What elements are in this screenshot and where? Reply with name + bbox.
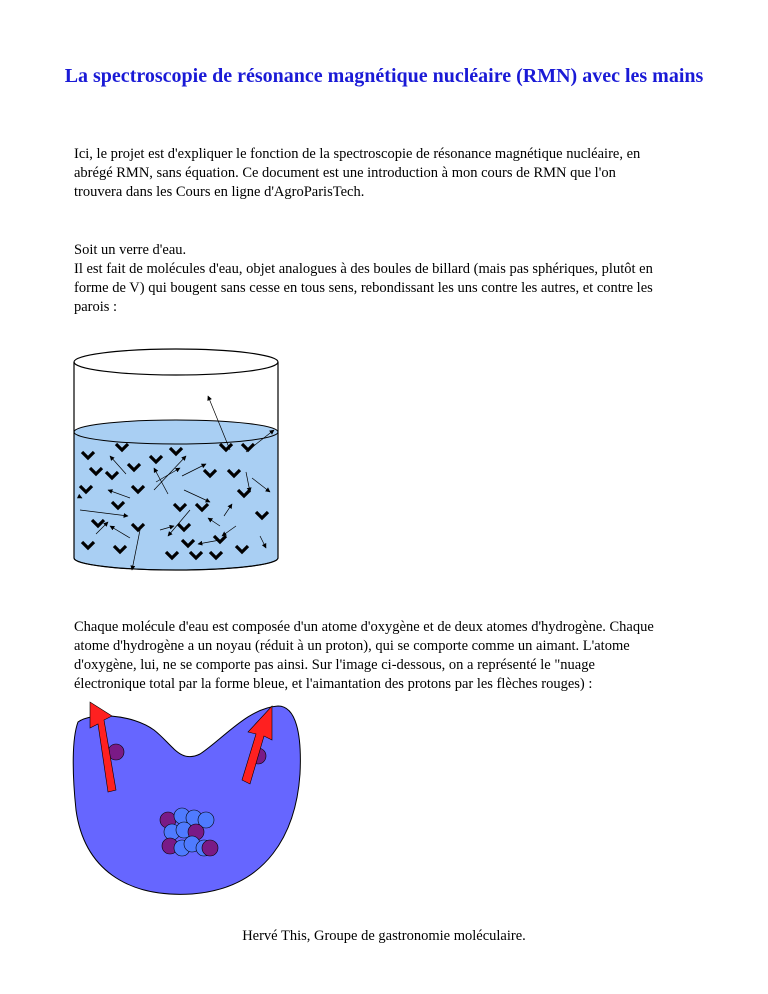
- glass-description-line: Il est fait de molécules d'eau, objet analogues à des boules de billard (mais pas sphériques, plutôt en: [74, 261, 653, 277]
- glass-rim: [74, 349, 278, 375]
- glass-description-paragraph: [74, 260, 704, 317]
- water-molecule-illustration: [72, 700, 304, 900]
- intro-paragraph: [74, 145, 704, 202]
- molecule-description-paragraph: [74, 618, 704, 694]
- water-surface: [74, 420, 278, 444]
- intro-line: trouvera dans les Cours en ligne d'AgroParisTech.: [74, 184, 365, 200]
- glass-description-line: parois :: [74, 299, 118, 315]
- glass-description-line: forme de V) qui bougent sans cesse en tous sens, rebondissant les uns contre les autres, et contre les: [74, 280, 653, 296]
- glass-intro-text: Soit un verre d'eau.: [74, 242, 187, 258]
- glass-of-water-illustration: [70, 340, 282, 576]
- molecule-description-line: atome d'hydrogène a un noyau (réduit à un proton), qui se comporte comme un aimant. L'atome: [74, 638, 630, 654]
- intro-line: abrégé RMN, sans équation. Ce document est une introduction à mon cours de RMN que l'on: [74, 165, 616, 181]
- intro-line: Ici, le projet est d'expliquer le fonction de la spectroscopie de résonance magnétique nucléaire, en: [74, 146, 641, 162]
- molecule-description-line: électronique total par la forme bleue, et l'aimantation des protons par les flèches rouges) :: [74, 676, 593, 692]
- document-title: La spectroscopie de résonance magnétique nucléaire (RMN) avec les mains: [64, 65, 704, 87]
- molecule-description-line: d'oxygène, lui, ne se comporte pas ainsi. Sur l'image ci-dessous, on a représenté le "nuage: [74, 657, 595, 673]
- molecule-description-line: Chaque molécule d'eau est composée d'un atome d'oxygène et de deux atomes d'hydrogène. Chaque: [74, 619, 654, 635]
- author-footer: Hervé This, Groupe de gastronomie moléculaire.: [242, 928, 526, 944]
